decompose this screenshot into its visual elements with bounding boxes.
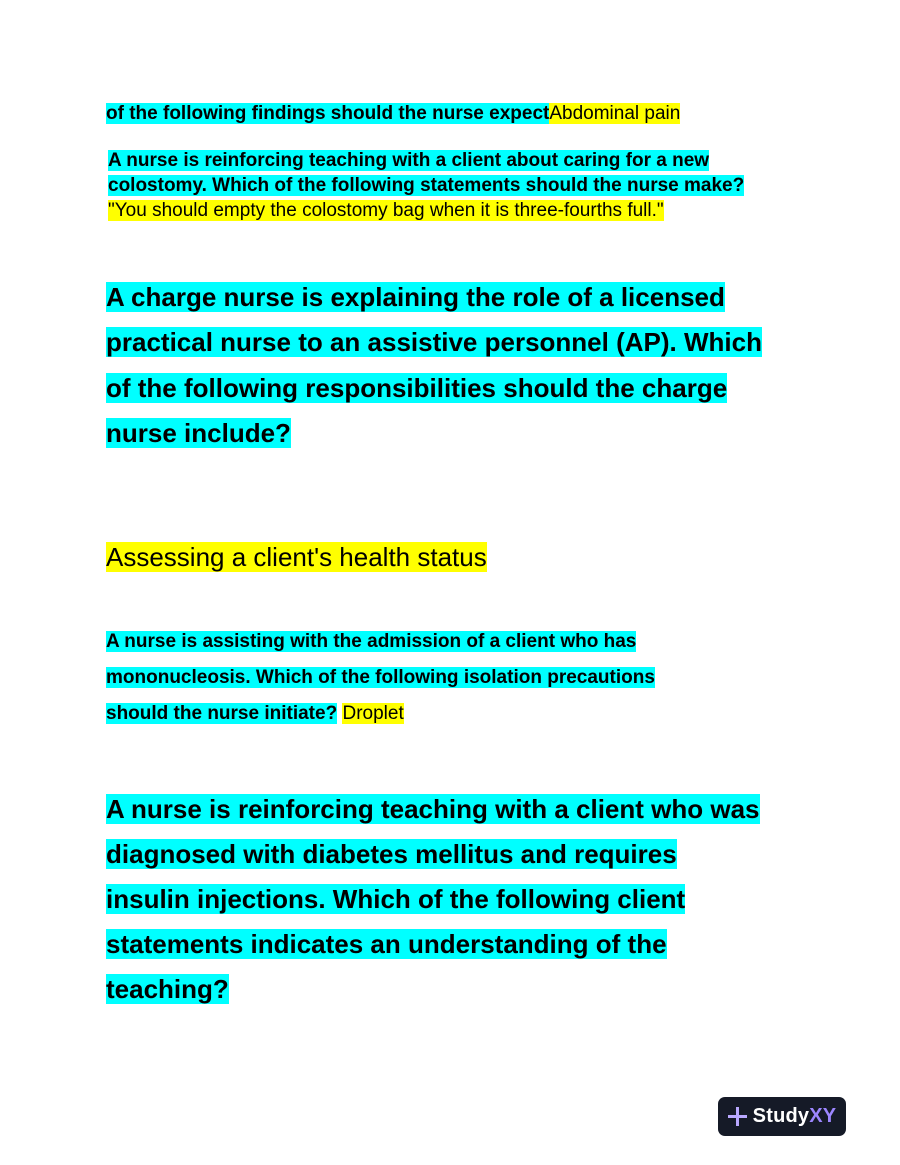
question-line: colostomy. Which of the following statements should the nurse make? — [108, 175, 745, 196]
question-line: diagnosed with diabetes mellitus and requires — [106, 839, 677, 869]
plus-icon — [728, 1107, 747, 1126]
answer-text: Droplet — [342, 703, 404, 724]
answer-text: "You should empty the colostomy bag when it is three-fourths full." — [108, 200, 664, 221]
question-line: statements indicates an understanding of the — [106, 929, 667, 959]
brand-logo — [753, 1105, 837, 1128]
qa-item-3-question — [106, 275, 762, 456]
qa-item-3-answer — [106, 538, 487, 576]
brand-name-accent: XY — [809, 1105, 837, 1127]
question-line: mononucleosis. Which of the following isolation precautions — [106, 667, 655, 688]
answer-text: Assessing a client's health status — [106, 542, 487, 572]
qa-item-4 — [106, 624, 655, 732]
qa-item-1 — [106, 101, 680, 127]
question-line: A charge nurse is explaining the role of a licensed — [106, 282, 725, 312]
question-text: of the following findings should the nurse expect — [106, 103, 550, 124]
studyxy-badge[interactable] — [718, 1097, 846, 1136]
question-line: A nurse is reinforcing teaching with a client about caring for a new — [108, 150, 710, 171]
question-line: of the following responsibilities should the charge — [106, 372, 728, 403]
answer-text: Abdominal pain — [549, 103, 681, 124]
brand-name: Study — [752, 1105, 810, 1127]
question-line: teaching? — [106, 974, 229, 1004]
question-line: A nurse is reinforcing teaching with a client who was — [106, 794, 760, 824]
question-line: nurse include? — [106, 417, 291, 448]
question-line: A nurse is assisting with the admission of a client who has — [106, 631, 637, 652]
qa-item-5-question — [106, 787, 760, 1012]
question-line: practical nurse to an assistive personnel (AP). Which — [106, 327, 762, 358]
qa-item-2 — [108, 148, 744, 223]
question-line: should the nurse initiate? — [106, 703, 338, 724]
question-line: insulin injections. Which of the following client — [106, 884, 686, 914]
